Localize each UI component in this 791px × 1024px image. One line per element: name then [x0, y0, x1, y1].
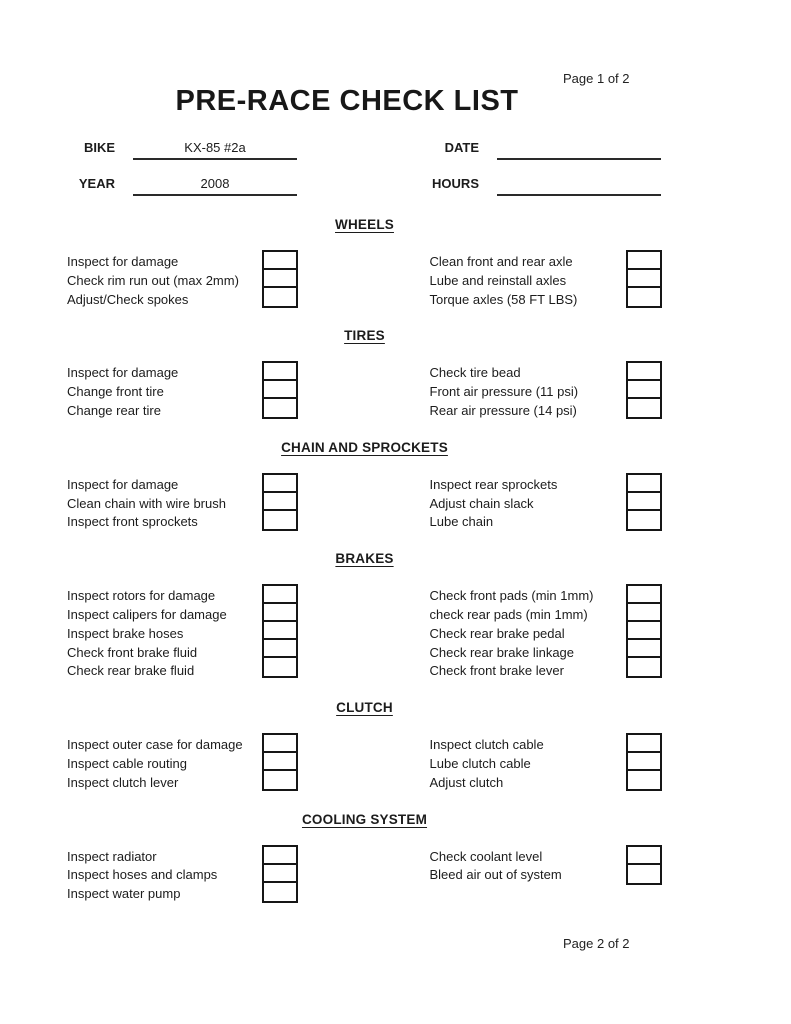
checklist-item-label: Inspect for damage: [67, 476, 179, 492]
checkbox-cell[interactable]: [628, 475, 660, 493]
checkbox-cell[interactable]: [264, 586, 296, 604]
checkbox-cell[interactable]: [628, 493, 660, 511]
checkbox-cell[interactable]: [264, 252, 296, 270]
section-heading: WHEELS: [335, 217, 394, 232]
section-cooling-system: [67, 811, 662, 904]
checkbox-cell[interactable]: [264, 847, 296, 865]
right-item-list: [430, 584, 627, 681]
checkbox-cell[interactable]: [628, 586, 660, 604]
checklist-item-label: Check front brake lever: [429, 663, 564, 679]
checkbox-cell[interactable]: [628, 288, 660, 306]
year-field-value[interactable]: 2008: [133, 175, 297, 196]
hours-field-value[interactable]: [497, 176, 661, 196]
checkbox-cell[interactable]: [264, 493, 296, 511]
checklist-item-label: Check rear brake fluid: [67, 663, 195, 679]
right-item-list: [430, 733, 627, 792]
year-field: [67, 175, 364, 196]
bike-field-value[interactable]: KX-85 #2a: [133, 139, 297, 160]
checklist-item-label: Inspect front sprockets: [67, 514, 198, 530]
checklist-item-label: Inspect calipers for damage: [67, 606, 227, 622]
hours-label: HOURS: [432, 176, 479, 191]
checklist-item-label: Inspect outer case for damage: [67, 737, 243, 753]
checklist-item-label: Clean chain with wire brush: [67, 495, 226, 511]
section-tires: [67, 327, 662, 420]
right-item-list: [430, 250, 627, 309]
section-heading: COOLING SYSTEM: [301, 811, 428, 827]
checklist-item-label: Check coolant level: [429, 848, 543, 864]
checklist-item-label: Rear air pressure (14 psi): [429, 402, 577, 418]
header-fields: [67, 138, 662, 196]
checklist-item-label: Check tire bead: [429, 365, 521, 381]
checklist-item-label: Inspect rotors for damage: [67, 588, 216, 604]
checkbox-stack-right: [626, 473, 662, 531]
checkbox-cell[interactable]: [628, 363, 660, 381]
checklist-item-label: Inspect water pump: [67, 886, 181, 902]
checkbox-cell[interactable]: [264, 604, 296, 622]
checklist-item-label: Check rear brake pedal: [429, 625, 565, 641]
right-item-list: [430, 845, 627, 886]
right-item-list: [430, 473, 627, 532]
checklist-item-label: Clean front and rear axle: [429, 254, 573, 269]
checklist-item-label: Lube chain: [429, 514, 494, 530]
section-heading: BRAKES: [335, 551, 394, 567]
checkbox-cell[interactable]: [628, 381, 660, 399]
checklist-item-label: Check rim run out (max 2mm): [67, 272, 239, 288]
checkbox-cell[interactable]: [628, 640, 660, 658]
checkbox-cell[interactable]: [628, 252, 660, 270]
right-item-list: [430, 361, 627, 420]
checklist-item-label: Inspect for damage: [67, 254, 179, 269]
checklist-item-label: check rear pads (min 1mm): [429, 606, 588, 622]
checkbox-cell[interactable]: [264, 399, 296, 417]
checklist-item-label: Inspect hoses and clamps: [67, 867, 218, 883]
checkbox-cell[interactable]: [264, 771, 296, 789]
field-row: [67, 174, 662, 196]
page-number-footer: Page 2 of 2: [563, 936, 630, 951]
date-field-value[interactable]: [497, 140, 661, 160]
checkbox-cell[interactable]: [628, 270, 660, 288]
checkbox-cell[interactable]: [264, 288, 296, 306]
section-clutch: [67, 699, 662, 792]
checklist-item-label: Lube clutch cable: [429, 755, 531, 771]
checkbox-cell[interactable]: [628, 771, 660, 789]
checkbox-stack-right: [626, 361, 662, 419]
section-heading: CHAIN AND SPROCKETS: [281, 439, 448, 455]
checklist-item-label: Check rear brake linkage: [429, 644, 575, 660]
checklist-item-label: Adjust/Check spokes: [67, 291, 189, 307]
left-item-list: [67, 584, 262, 681]
checkbox-cell[interactable]: [264, 865, 296, 883]
checkbox-cell[interactable]: [264, 753, 296, 771]
checkbox-cell[interactable]: [264, 883, 296, 901]
checklist-item-label: Change rear tire: [67, 402, 161, 418]
checklist-item-label: Bleed air out of system: [429, 867, 562, 883]
checklist-item-label: Inspect brake hoses: [67, 625, 184, 641]
page-title: PRE-RACE CHECK LIST: [175, 85, 519, 117]
checkbox-stack-left: [262, 845, 298, 903]
checklist-item-label: Inspect clutch lever: [67, 774, 179, 790]
checkbox-stack-right: [626, 584, 662, 678]
left-item-list: [67, 250, 262, 309]
checkbox-cell[interactable]: [264, 735, 296, 753]
checkbox-cell[interactable]: [628, 735, 660, 753]
checkbox-cell[interactable]: [264, 658, 296, 676]
checklist-item-label: Inspect radiator: [67, 848, 157, 864]
checkbox-stack-right: [626, 250, 662, 308]
checklist-item-label: Front air pressure (11 psi): [429, 384, 579, 400]
date-field: [430, 139, 661, 160]
checkbox-cell[interactable]: [628, 399, 660, 417]
bike-field: [67, 139, 364, 160]
hours-field: [430, 175, 661, 196]
checkbox-cell[interactable]: [264, 475, 296, 493]
section-wheels: [67, 216, 662, 309]
bike-label: BIKE: [83, 140, 115, 155]
checklist-item-label: Inspect cable routing: [67, 755, 187, 771]
checklist-item-label: Adjust chain slack: [429, 495, 534, 511]
checkbox-stack-left: [262, 250, 298, 308]
checklist-item-label: Check front pads (min 1mm): [429, 588, 594, 604]
checklist-item-label: Change front tire: [67, 384, 164, 400]
checkbox-cell[interactable]: [628, 511, 660, 529]
checkbox-stack-right: [626, 845, 662, 885]
checklist-item-label: Torque axles (58 FT LBS): [429, 291, 578, 307]
field-row: [67, 138, 662, 160]
date-label: DATE: [444, 140, 479, 155]
checkbox-cell[interactable]: [264, 622, 296, 640]
page-number-header: Page 1 of 2: [563, 71, 630, 86]
checklist-item-label: Inspect for damage: [67, 365, 179, 381]
content-area: [67, 0, 662, 904]
checklist-item-label: Adjust clutch: [429, 774, 504, 790]
checklist-item-label: Check front brake fluid: [67, 644, 198, 660]
checkbox-stack-left: [262, 361, 298, 419]
checkbox-cell[interactable]: [628, 622, 660, 640]
checkbox-cell[interactable]: [264, 511, 296, 529]
checkbox-cell[interactable]: [264, 363, 296, 381]
section-heading: CLUTCH: [336, 700, 393, 716]
left-item-list: [67, 733, 262, 792]
checkbox-cell[interactable]: [628, 604, 660, 622]
checkbox-cell[interactable]: [264, 381, 296, 399]
checkbox-cell[interactable]: [264, 270, 296, 288]
left-item-list: [67, 473, 262, 532]
left-item-list: [67, 845, 262, 904]
checklist-item-label: Inspect rear sprockets: [429, 476, 558, 492]
checkbox-stack-left: [262, 473, 298, 531]
checkbox-cell[interactable]: [264, 640, 296, 658]
checklist-item-label: Lube and reinstall axles: [429, 272, 567, 288]
checkbox-cell[interactable]: [628, 753, 660, 771]
checklist-sections: [67, 216, 662, 904]
checkbox-stack-right: [626, 733, 662, 791]
checkbox-cell[interactable]: [628, 865, 660, 883]
checkbox-cell[interactable]: [628, 658, 660, 676]
checkbox-stack-left: [262, 584, 298, 678]
section-brakes: [67, 550, 662, 681]
section-chain-and-sprockets: [67, 439, 662, 532]
checkbox-cell[interactable]: [628, 847, 660, 865]
left-item-list: [67, 361, 262, 420]
section-heading: TIRES: [344, 328, 385, 344]
checklist-item-label: Inspect clutch cable: [429, 737, 544, 753]
year-label: YEAR: [78, 176, 115, 191]
checkbox-stack-left: [262, 733, 298, 791]
